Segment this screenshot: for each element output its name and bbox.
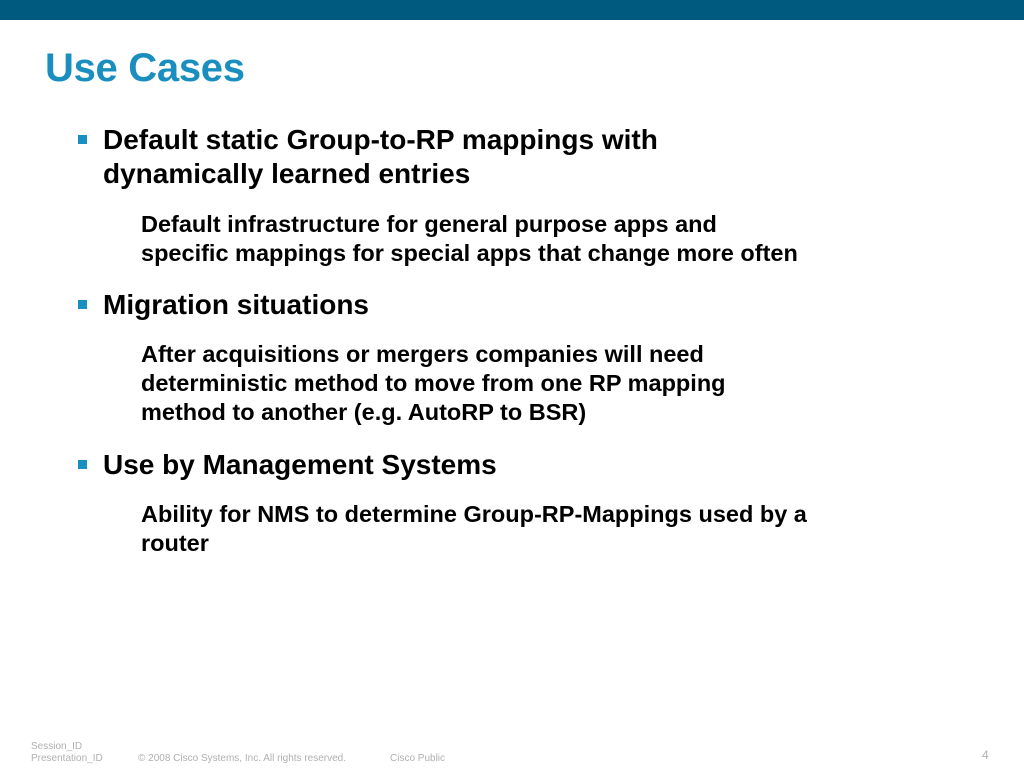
sub-point-line: method to another (e.g. AutoRP to BSR)	[141, 399, 587, 425]
bullet-heading	[103, 288, 958, 322]
sub-point-default-static	[141, 210, 961, 268]
bullet-heading-line: Migration situations	[103, 289, 369, 320]
page-number: 4	[982, 748, 989, 762]
slide-title: Use Cases	[45, 46, 245, 90]
sub-point-line: specific mappings for special apps that change more often	[141, 240, 798, 266]
footer-presentation-id: Presentation_ID	[31, 753, 103, 764]
sub-point-line: After acquisitions or mergers companies will need	[141, 341, 704, 367]
footer-copyright: © 2008 Cisco Systems, Inc. All rights reserved.	[138, 753, 347, 764]
bullet-item-migration	[78, 288, 958, 322]
footer-classification: Cisco Public	[390, 753, 446, 764]
square-bullet-icon	[78, 460, 87, 469]
header-bar	[0, 0, 1024, 20]
bullet-heading	[103, 448, 958, 482]
bullet-heading-line: Use by Management Systems	[103, 449, 497, 480]
bullet-item-management-systems	[78, 448, 958, 482]
sub-point-migration	[141, 340, 961, 427]
sub-point-line: Default infrastructure for general purpose apps and	[141, 211, 717, 237]
square-bullet-icon	[78, 135, 87, 144]
bullet-heading	[103, 123, 958, 191]
sub-point-line: router	[141, 530, 209, 556]
footer-session-id: Session_ID	[31, 741, 83, 752]
square-bullet-icon	[78, 300, 87, 309]
sub-point-management-systems	[141, 500, 961, 558]
sub-point-line: deterministic method to move from one RP mapping	[141, 370, 726, 396]
bullet-heading-line: dynamically learned entries	[103, 158, 471, 189]
sub-point-line: Ability for NMS to determine Group-RP-Mappings used by a	[141, 501, 807, 527]
bullet-item-default-static	[78, 123, 958, 191]
bullet-heading-line: Default static Group-to-RP mappings with	[103, 124, 658, 155]
